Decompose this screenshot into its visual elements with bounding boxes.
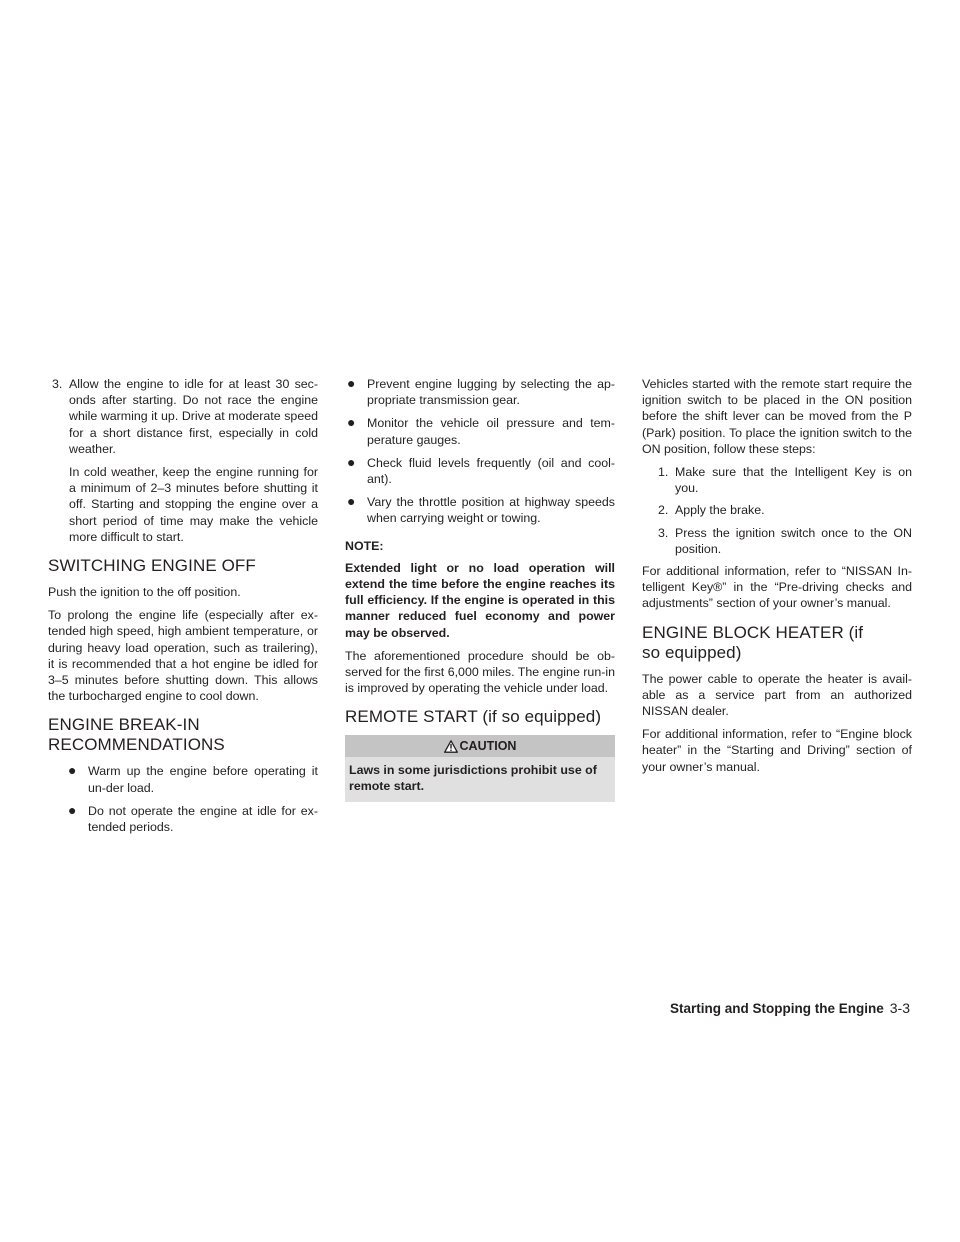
paragraph: Vehicles started with the remote start require the ignition switch to be placed in the ON position before the shift lever can be moved from the P (Park) position. To place the ignition switch to the ON position, follow these steps: (642, 377, 912, 456)
list-item (345, 415, 615, 447)
paragraph: For additional information, refer to “NISSAN In-telligent Key®” in the “Pre-driving checks and adjustments” section of your owner’s manual. (642, 564, 912, 611)
step-item (642, 464, 912, 496)
step-number: 2. (658, 503, 669, 518)
step-number: 1. (658, 465, 669, 480)
paragraph: Push the ignition to the off position. (48, 585, 241, 600)
list-item (345, 494, 615, 526)
step-number: 3. (658, 525, 669, 540)
column-middle (345, 376, 615, 802)
step-3-continuation: In cold weather, keep the engine running for a minimum of 2–3 minutes before shutting it off. Starting and stopping the engine over a short period of time may make the vehicle more difficult to start. (69, 465, 318, 544)
steps-list (642, 464, 912, 557)
column-left (48, 376, 318, 842)
caution-text: Laws in some jurisdictions prohibit use of remote start. (345, 757, 615, 802)
list-item (48, 803, 318, 835)
step-text: Allow the engine to idle for at least 30 sec-onds after starting. Do not race the engine while warming it up. Drive at moderate speed for a short distance first, especially in cold weather. (69, 377, 318, 456)
bullet-icon: ● (347, 375, 356, 391)
list-item-text: Prevent engine lugging by selecting the ap-propriate transmission gear. (367, 377, 615, 408)
step-text: Make sure that the Intelligent Key is on you. (675, 465, 912, 496)
footer-section-title: Starting and Stopping the Engine (670, 1001, 884, 1016)
list-item (345, 455, 615, 487)
warning-triangle-icon (444, 740, 458, 753)
list-item (345, 376, 615, 408)
caution-title: CAUTION (459, 739, 517, 754)
paragraph: The aforementioned procedure should be ob-served for the first 6,000 miles. The engine run-in is improved by operating the vehicle under load. (345, 648, 615, 696)
heading-engine-block-heater: ENGINE BLOCK HEATER (if so equipped) (642, 622, 864, 662)
bullet-icon: ● (68, 762, 77, 779)
step-item (642, 525, 912, 557)
list-item-text: Vary the throttle position at highway speeds when carrying weight or towing. (367, 495, 615, 526)
bullet-icon: ● (68, 801, 77, 818)
bullet-icon: ● (347, 453, 356, 470)
note-heading: NOTE: (345, 538, 384, 553)
step-text: Press the ignition switch once to the ON position. (675, 525, 912, 556)
step-text: Apply the brake. (675, 503, 765, 518)
caution-box (345, 735, 615, 802)
caution-header (345, 735, 615, 757)
list-item-text: Warm up the engine before operating it un-der load. (88, 764, 318, 795)
bullet-icon: ● (347, 493, 356, 510)
page-footer (670, 1000, 910, 1016)
note-bold-text: Extended light or no load operation will extend the time before the engine reaches its full efficiency. If the engine is operated in this manner reduced fuel economy and power may be observed. (345, 560, 615, 640)
list-item-text: Check fluid levels frequently (oil and cool-ant). (367, 455, 615, 487)
column-right (642, 376, 912, 782)
step-item (642, 502, 912, 518)
heading-switching-engine-off: SWITCHING ENGINE OFF (48, 556, 256, 576)
paragraph: The power cable to operate the heater is avail-able as a service part from an authorized NISSAN dealer. (642, 671, 912, 719)
step-3 (48, 376, 318, 457)
list-item (48, 763, 318, 795)
heading-engine-break-in: ENGINE BREAK-IN RECOMMENDATIONS (48, 715, 225, 755)
paragraph: To prolong the engine life (especially after ex-tended high speed, high ambient temperature, or during heavy load operation, such as trailering), it is recommended that a hot engine be idled for 3–5 minutes before shutting down. This allows the turbocharged engine to cool down. (48, 608, 318, 704)
heading-remote-start: REMOTE START (if so equipped) (345, 707, 602, 727)
bullet-icon: ● (347, 414, 356, 431)
step-number: 3. (52, 377, 63, 391)
page-number: 3-3 (889, 1000, 910, 1016)
paragraph: For additional information, refer to “Engine block heater” in the “Starting and Driving” section of your owner’s manual. (642, 727, 912, 774)
list-item-text: Monitor the vehicle oil pressure and tem-perature gauges. (367, 416, 615, 447)
list-item-text: Do not operate the engine at idle for ex-tended periods. (88, 803, 318, 835)
